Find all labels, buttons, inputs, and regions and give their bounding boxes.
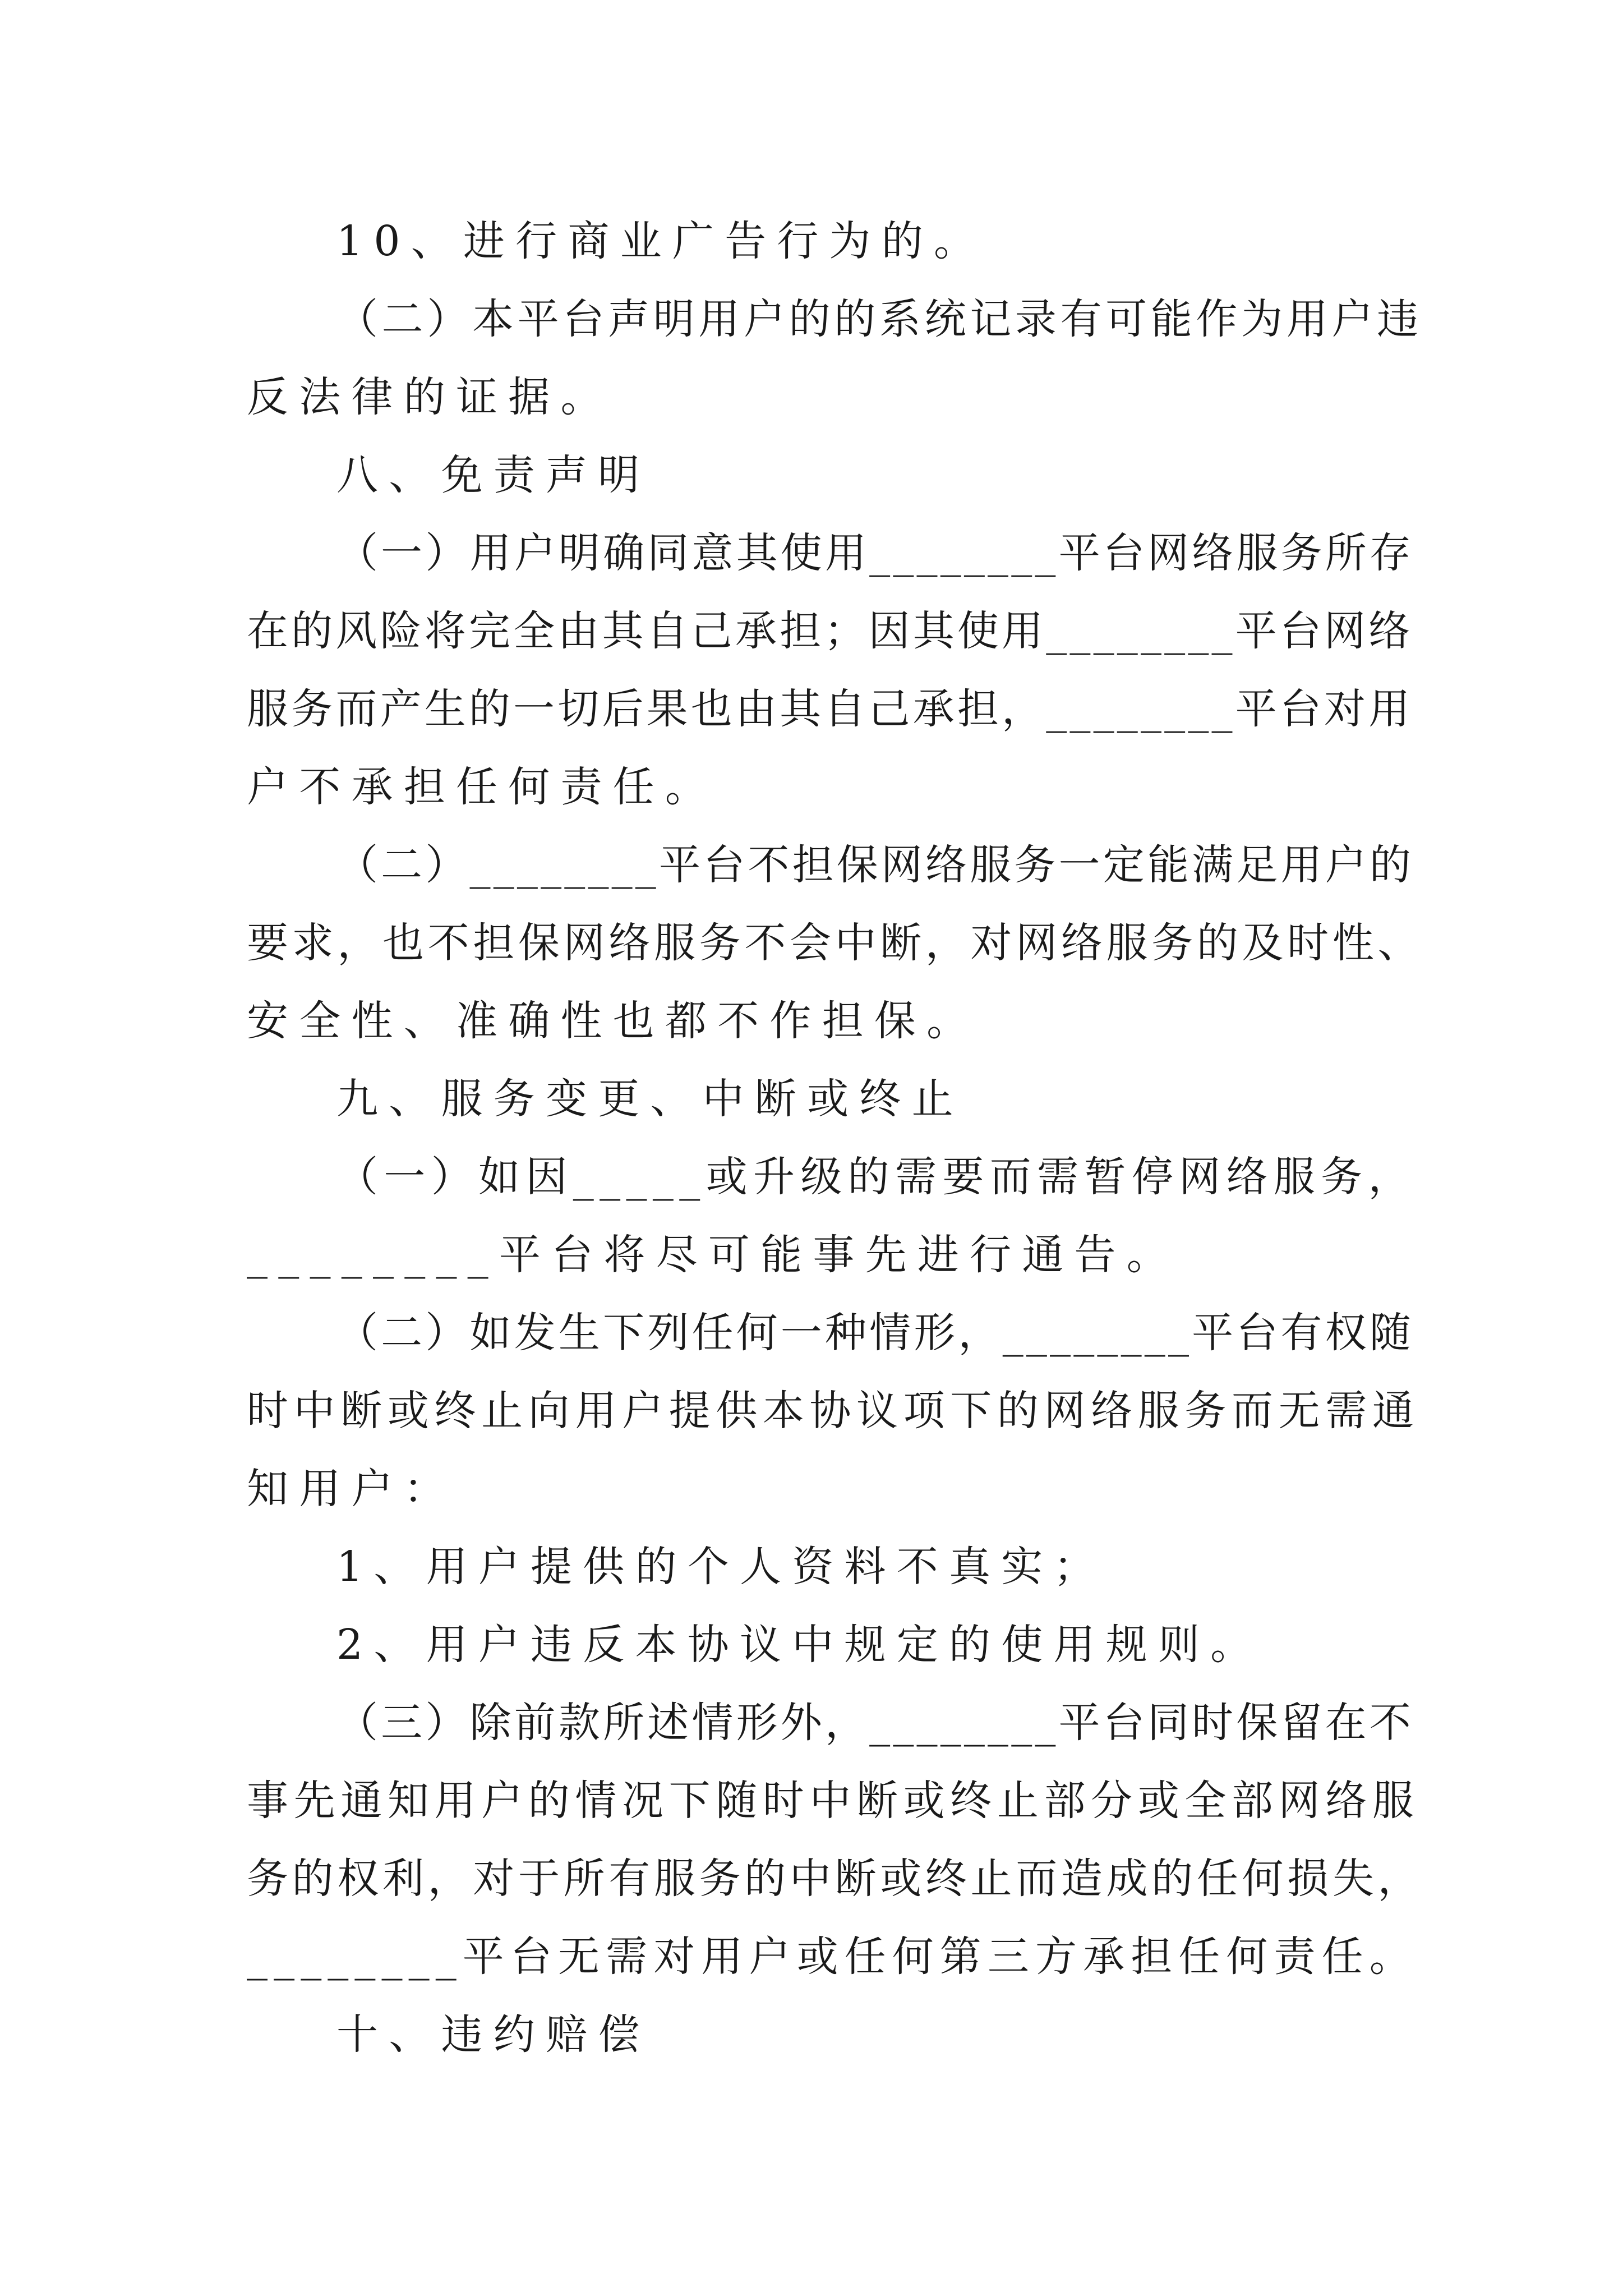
text-line: 反法律的证据。: [247, 373, 613, 421]
text-line: 2、用户违反本协议中规定的使用规则。: [336, 1621, 1263, 1669]
text-line: 时中断或终止向用户提供本协议项下的网络服务而无需通: [247, 1387, 1419, 1435]
text-line: ________平台无需对用户或任何第三方承担任何责任。: [247, 1932, 1417, 1981]
section-heading: 九、服务变更、中断或终止: [336, 1075, 964, 1123]
text-line: （二）________平台不担保网络服务一定能满足用户的: [336, 841, 1414, 889]
text-line: 务的权利，对于所有服务的中断或终止而造成的任何损失，: [247, 1855, 1423, 1903]
section-heading: 八、免责声明: [336, 451, 651, 499]
text-line: 服务而产生的一切后果也由其自己承担，________平台对用: [247, 685, 1413, 733]
text-line: （二）如发生下列任何一种情形，________平台有权随: [336, 1309, 1414, 1357]
text-line: 知用户：: [247, 1465, 456, 1513]
text-line: 安全性、准确性也都不作担保。: [247, 997, 979, 1045]
text-line: 在的风险将完全由其自己承担；因其使用________平台网络: [247, 607, 1413, 655]
text-line: （一）如因_____或升级的需要而需暂停网络服务，: [336, 1153, 1415, 1201]
text-line: 事先通知用户的情况下随时中断或终止部分或全部网络服: [247, 1777, 1419, 1825]
text-line: ________平台将尽可能事先进行通告。: [247, 1231, 1179, 1279]
section-heading: 十、违约赔偿: [336, 2010, 651, 2059]
text-line: 10、进行商业广告行为的。: [336, 217, 986, 265]
text-line: （三）除前款所述情形外，________平台同时保留在不: [336, 1699, 1414, 1747]
text-line: （二）本平台声明用户的的系统记录有可能作为用户违: [336, 295, 1422, 343]
text-line: 1、用户提供的个人资料不真实；: [336, 1543, 1106, 1591]
text-line: （一）用户明确同意其使用________平台网络服务所存: [336, 529, 1414, 577]
text-line: 要求，也不担保网络服务不会中断，对网络服务的及时性、: [247, 919, 1423, 967]
text-line: 户不承担任何责任。: [247, 763, 718, 811]
